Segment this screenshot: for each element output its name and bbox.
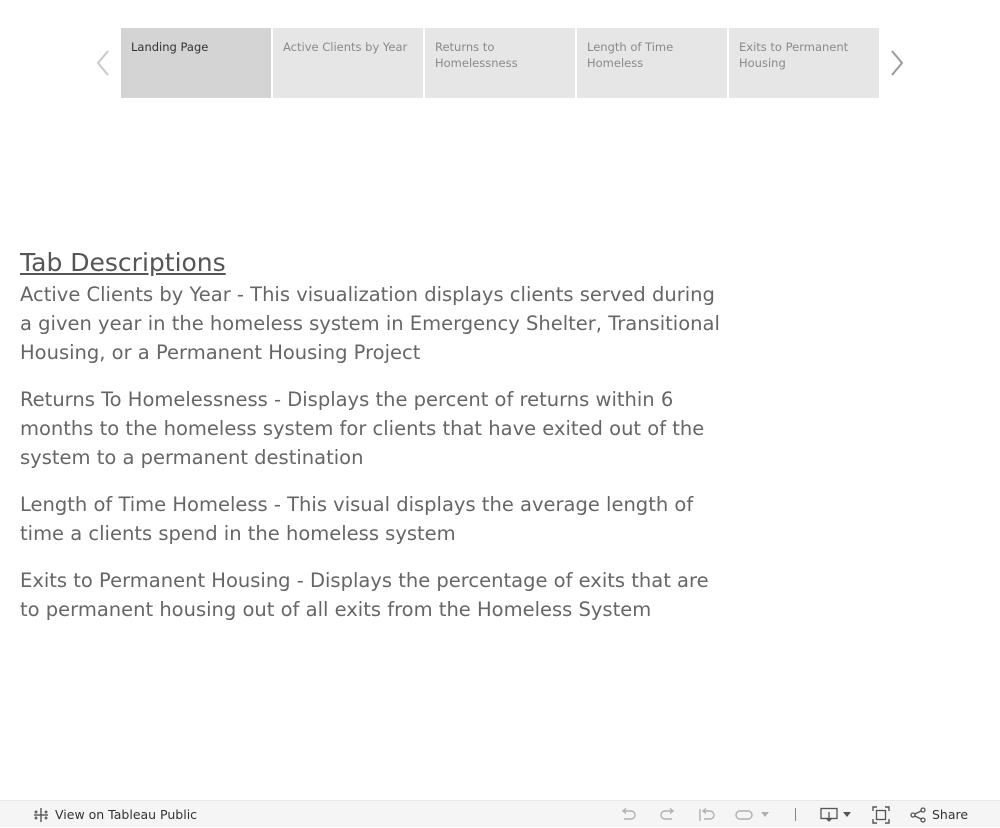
redo-icon <box>659 807 677 823</box>
tab-length-of-time-homeless[interactable] <box>577 28 727 98</box>
view-on-tableau-public-label: View on Tableau Public <box>55 807 198 822</box>
bottom-toolbar <box>0 800 1000 827</box>
refresh-dropdown-button[interactable] <box>735 801 770 828</box>
tab-descriptions-panel <box>20 246 730 642</box>
tab-label: Landing Page <box>131 40 209 54</box>
description-returns: Returns To Homelessness - Displays the percent of returns within 6 months to the homeless system for clients that have exited out of the system to a permanent destination <box>20 388 705 469</box>
redo-button[interactable] <box>659 801 677 828</box>
fullscreen-button[interactable] <box>872 801 890 828</box>
undo-button[interactable] <box>619 801 637 828</box>
share-label: Share <box>932 807 969 822</box>
toolbar-divider <box>795 808 796 821</box>
tableau-logo-icon <box>33 807 49 823</box>
fullscreen-icon <box>872 806 890 824</box>
tab-label: Length of Time Homeless <box>587 40 674 70</box>
revert-button[interactable] <box>698 801 716 828</box>
chevron-right-icon <box>890 49 904 77</box>
download-icon <box>820 807 838 823</box>
revert-icon <box>698 807 716 823</box>
chevron-left-icon <box>96 49 110 77</box>
download-button[interactable] <box>820 801 852 828</box>
tab-returns-to-homelessness[interactable] <box>425 28 575 98</box>
previous-tab-button[interactable] <box>91 48 115 78</box>
story-tab-bar <box>0 28 1000 98</box>
description-active-clients: Active Clients by Year - This visualization displays clients served during a given year in the homeless system in Emergency Shelter, Transitional Housing, or a Permanent Housing Project <box>20 283 720 364</box>
caret-down-icon <box>842 811 852 819</box>
undo-icon <box>619 807 637 823</box>
tab-label: Exits to Permanent Housing <box>739 40 849 70</box>
description-length-of-time: Length of Time Homeless - This visual displays the average length of time a clients spend in the homeless system <box>20 493 694 545</box>
tab-label: Returns to Homelessness <box>435 40 518 70</box>
tab-active-clients-by-year[interactable] <box>273 28 423 98</box>
tab-label: Active Clients by Year <box>283 40 408 54</box>
share-icon <box>910 807 926 823</box>
tab-landing-page[interactable] <box>121 28 271 98</box>
page-title: Tab Descriptions <box>20 248 226 277</box>
caret-down-icon <box>760 811 770 819</box>
description-exits: Exits to Permanent Housing - Displays the percentage of exits that are to permanent housing out of all exits from the Homeless System <box>20 569 709 621</box>
next-tab-button[interactable] <box>885 48 909 78</box>
view-on-tableau-public-link[interactable] <box>33 801 197 828</box>
refresh-icon <box>735 807 753 823</box>
tab-exits-to-permanent-housing[interactable] <box>729 28 879 98</box>
share-button[interactable] <box>910 801 968 828</box>
